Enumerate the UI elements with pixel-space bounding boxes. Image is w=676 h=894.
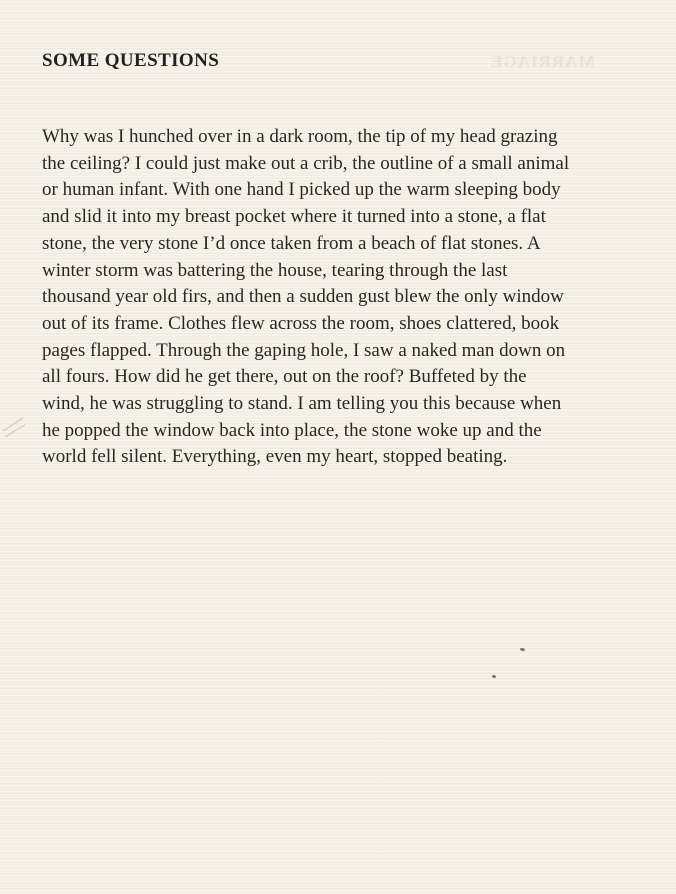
paper-speck <box>520 647 526 651</box>
poem-line: the ceiling? I could just make out a crib, the outline of a small animal <box>42 152 570 174</box>
paper-speck <box>492 674 497 678</box>
poem-line: he popped the window back into place, the stone woke up and the <box>42 419 542 441</box>
poem-title: SOME QUESTIONS <box>42 50 220 71</box>
bleed-through-heading: MARRIAGE <box>490 52 595 71</box>
poem-line: out of its frame. Clothes flew across the room, shoes clattered, book <box>42 312 560 334</box>
poem-line: stone, the very stone I’d once taken from a beach of flat stones. A <box>42 232 541 254</box>
poem-line: thousand year old firs, and then a sudden gust blew the only window <box>42 286 564 308</box>
paper-crease-icon <box>2 414 26 438</box>
poem-line: Why was I hunched over in a dark room, the tip of my head grazing <box>42 126 558 147</box>
poem-line: winter storm was battering the house, tearing through the last <box>42 259 508 281</box>
poem-line: all fours. How did he get there, out on the roof? Buffeted by the <box>42 366 527 388</box>
poem-line: pages flapped. Through the gaping hole, I saw a naked man down on <box>42 339 566 361</box>
poem-body <box>42 124 642 471</box>
poem-line: and slid it into my breast pocket where it turned into a stone, a flat <box>42 206 546 228</box>
poem-line: world fell silent. Everything, even my heart, stopped beating. <box>42 446 508 468</box>
poem-line: or human infant. With one hand I picked up the warm sleeping body <box>42 179 561 201</box>
poem-line: wind, he was struggling to stand. I am telling you this because when <box>42 393 562 415</box>
